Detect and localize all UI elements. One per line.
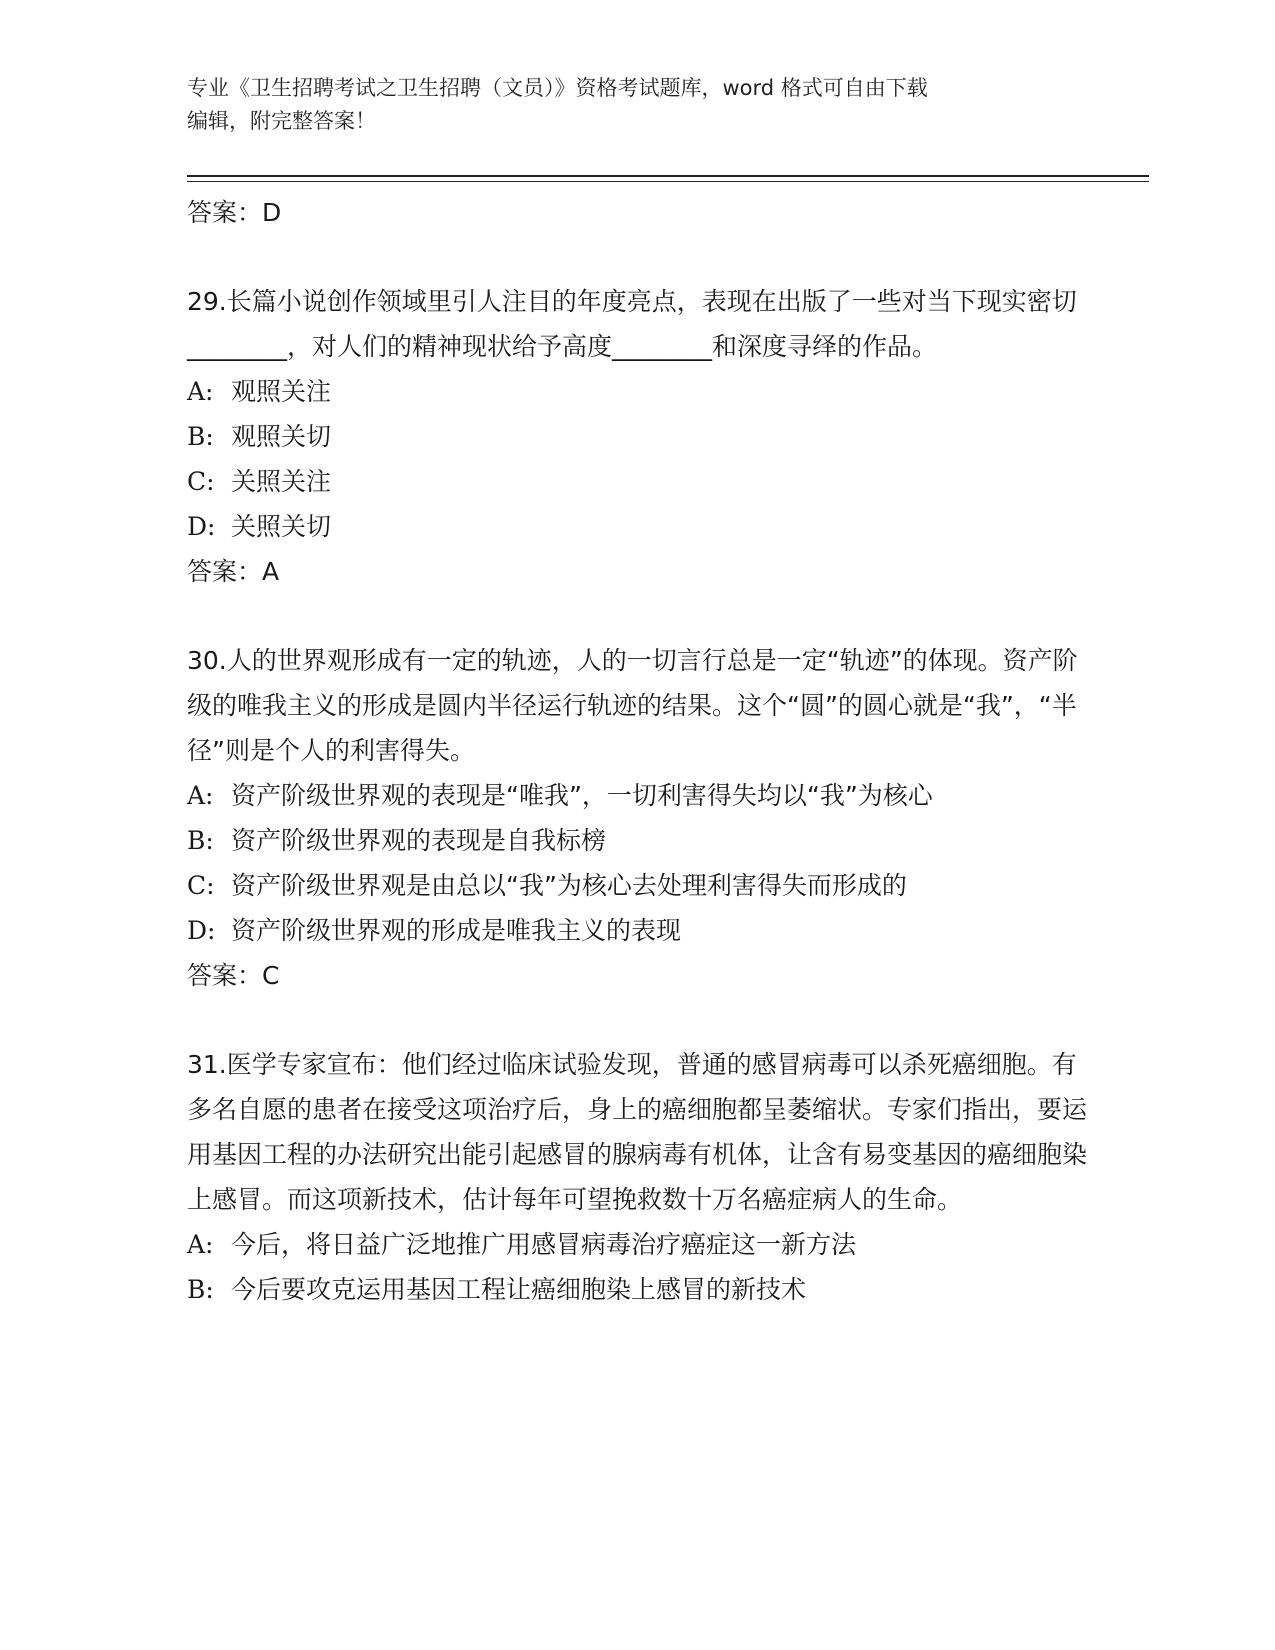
option-key: B: bbox=[187, 826, 214, 855]
option-key: C: bbox=[187, 871, 215, 900]
option-key: A: bbox=[187, 377, 214, 406]
question-30 bbox=[187, 638, 1087, 998]
option-key: B: bbox=[187, 422, 214, 451]
header-rule-thick bbox=[187, 175, 1149, 177]
option-a bbox=[187, 369, 1087, 414]
option-a bbox=[187, 1222, 1087, 1267]
option-text: 今后，将日益广泛地推广用感冒病毒治疗癌症这一新方法 bbox=[231, 1230, 857, 1259]
answer: 答案：C bbox=[187, 961, 280, 990]
option-key: C: bbox=[187, 467, 215, 496]
option-text: 观照关注 bbox=[231, 377, 332, 406]
option-b bbox=[187, 1267, 1087, 1312]
document-header bbox=[187, 72, 1087, 138]
header-line-2: 编辑，附完整答案！ bbox=[187, 109, 376, 133]
question-29 bbox=[187, 279, 1087, 594]
option-key: A: bbox=[187, 781, 214, 810]
option-text: 观照关切 bbox=[231, 422, 332, 451]
option-b bbox=[187, 414, 1087, 459]
option-text: 资产阶级世界观的表现是自我标榜 bbox=[231, 826, 607, 855]
option-d bbox=[187, 504, 1087, 549]
option-text: 关照关注 bbox=[231, 467, 332, 496]
header-rule-thin bbox=[187, 181, 1149, 182]
option-c bbox=[187, 863, 1087, 908]
option-key: D: bbox=[187, 512, 216, 541]
option-text: 关照关切 bbox=[231, 512, 332, 541]
option-text: 资产阶级世界观是由总以“我”为核心去处理利害得失而形成的 bbox=[231, 871, 907, 900]
header-line-1: 专业《卫生招聘考试之卫生招聘（文员）》资格考试题库，word 格式可自由下载 bbox=[187, 76, 928, 100]
question-text: 29.长篇小说创作领域里引人注目的年度亮点，表现在出版了一些对当下现实密切________，对人们的精神现状给予高度________和深度寻绎的作品。 bbox=[187, 287, 1077, 361]
answer: 答案：A bbox=[187, 557, 280, 586]
option-b bbox=[187, 818, 1087, 863]
question-text: 30.人的世界观形成有一定的轨迹，人的一切言行总是一定“轨迹”的体现。资产阶级的唯我主义的形成是圆内半径运行轨迹的结果。这个“圆”的圆心就是“我”，“半径”则是个人的利害得失。 bbox=[187, 646, 1078, 765]
option-d bbox=[187, 908, 1087, 953]
previous-answer: 答案：D bbox=[187, 198, 282, 227]
option-a bbox=[187, 773, 1087, 818]
option-text: 资产阶级世界观的形成是唯我主义的表现 bbox=[231, 916, 682, 945]
option-c bbox=[187, 459, 1087, 504]
option-key: B: bbox=[187, 1275, 214, 1304]
question-31 bbox=[187, 1042, 1087, 1312]
question-text: 31.医学专家宣布：他们经过临床试验发现，普通的感冒病毒可以杀死癌细胞。有多名自愿的患者在接受这项治疗后，身上的癌细胞都呈萎缩状。专家们指出，要运用基因工程的办法研究出能引起感冒的腺病毒有机体，让含有易变基因的癌细胞染上感冒。而这项新技术，估计每年可望挽救数十万名癌症病人的生命。 bbox=[187, 1050, 1088, 1214]
question-list bbox=[187, 190, 1087, 1312]
option-key: D: bbox=[187, 916, 216, 945]
option-text: 今后要攻克运用基因工程让癌细胞染上感冒的新技术 bbox=[231, 1275, 807, 1304]
option-text: 资产阶级世界观的表现是“唯我”，一切利害得失均以“我”为核心 bbox=[231, 781, 933, 810]
option-key: A: bbox=[187, 1230, 214, 1259]
